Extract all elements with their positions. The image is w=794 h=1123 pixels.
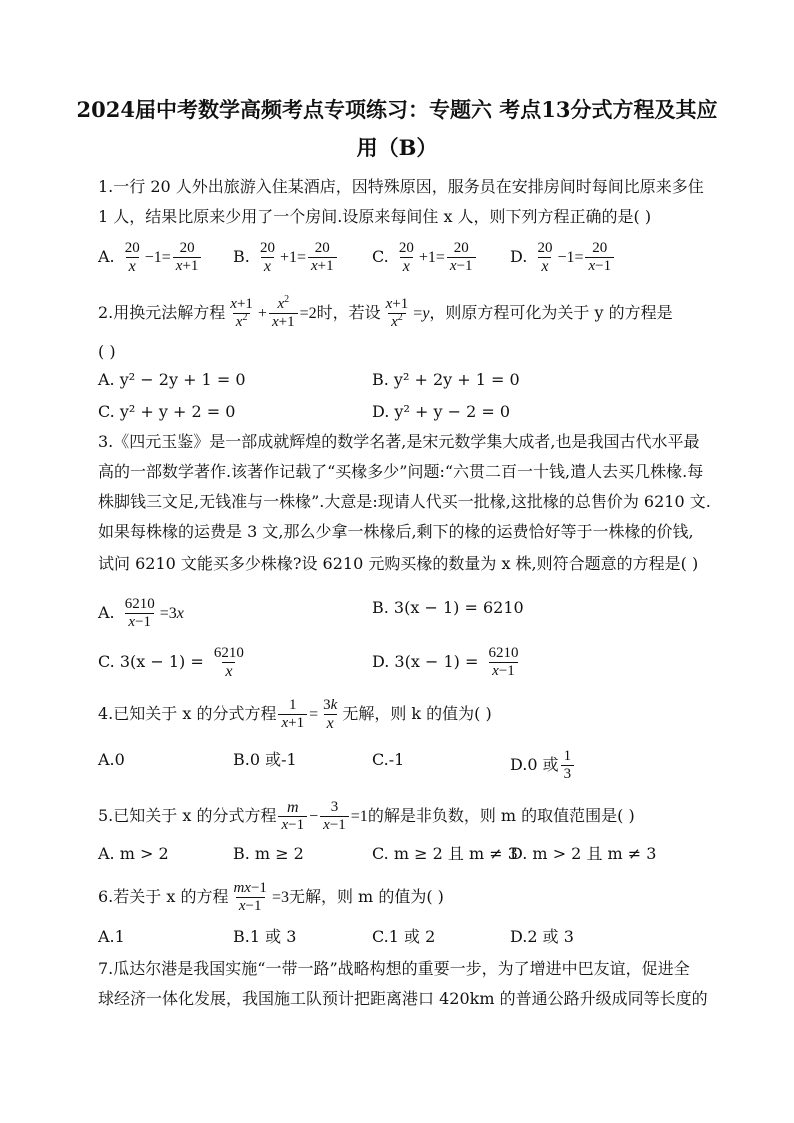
- q5-option-a: A. m > 2: [98, 844, 169, 863]
- q3-option-c: C. 3(x − 1) = $\frac{6210}{x}$: [98, 645, 244, 680]
- question-7-line-2: 球经济一体化发展，我国施工队预计把距离港口 420km 的普通公路升级成同等长度的: [98, 989, 708, 1008]
- q2-option-c: C. y² + y + 2 = 0: [98, 402, 236, 421]
- q2-option-b: B. y² + 2y + 1 = 0: [372, 370, 520, 389]
- q6-option-d: D.2 或 3: [510, 927, 574, 946]
- question-4-line-1: 4.已知关于 x 的分式方程 $\frac{1}{x+1}$ = $\frac{3k}{x}$ 无解，则 k 的值为( ): [98, 697, 492, 732]
- question-1-line-1: 1.一行 20 人外出旅游入住某酒店，因特殊原因，服务员在安排房间时每间比原来多住: [98, 177, 704, 196]
- question-7-line-1: 7.瓜达尔港是我国实施“一带一路”战略构想的重要一步，为了增进中巴友谊，促进全: [98, 959, 690, 978]
- q3-option-b: B. 3(x − 1) = 6210: [372, 598, 524, 617]
- question-3-line-1: 3.《四元玉鉴》是一部成就辉煌的数学名著,是宋元数学集大成者,也是我国古代水平最: [98, 432, 700, 451]
- q3-option-d: D. 3(x − 1) = $\frac{6210}{x-1}$: [372, 645, 519, 679]
- q4-option-b: B.0 或-1: [233, 750, 297, 769]
- q1-option-d: D. $\frac{20}{x}$ −1= $\frac{20}{x-1}$: [510, 240, 616, 275]
- q1-option-b: B. $\frac{20}{x}$ +1= $\frac{20}{x+1}$: [233, 240, 339, 275]
- q5-option-c: C. m ≥ 2 且 m ≠ 3: [372, 844, 518, 863]
- q4-option-c: C.-1: [372, 750, 405, 769]
- q4-option-a: A.0: [98, 750, 125, 769]
- question-6-line-1: 6.若关于 x 的方程 $\frac{mx-1}{x-1}$ =3无解，则 m 的值为( ): [98, 880, 444, 914]
- q1-option-a: A. $\frac{20}{x}$ −1= $\frac{20}{x+1}$: [98, 240, 203, 275]
- q3-option-a: A. $\frac{6210}{x-1}$ =3x: [98, 596, 184, 630]
- question-3-line-3: 株脚钱三文足,无钱准与一株椽”.大意是:现请人代买一批椽,这批椽的总售价为 6210 文.: [98, 492, 711, 511]
- q6-option-a: A.1: [98, 927, 125, 946]
- page-title: 2024届中考数学高频考点专项练习：专题六 考点13分式方程及其应: [76, 97, 718, 122]
- q2-option-d: D. y² + y − 2 = 0: [372, 402, 511, 421]
- page-title-continued: 用（B）: [356, 135, 438, 160]
- question-2-line-1: 2.用换元法解方程 $\frac{x+1}{x^2}$ + $\frac{x^2}{x+1}$ =2时，若设 $\frac{x+1}{x^2}$ =y，则原方程可化为关于 y 的方程是: [98, 294, 673, 330]
- question-1-line-2: 1 人，结果比原来少用了一个房间.设原来每间住 x 人，则下列方程正确的是( ): [98, 207, 652, 226]
- question-5-line-1: 5.已知关于 x 的分式方程 $\frac{m}{x-1}$ − $\frac{3}{x-1}$ =1的解是非负数，则 m 的取值范围是( ): [98, 799, 635, 833]
- q5-option-d: D. m > 2 且 m ≠ 3: [510, 844, 657, 863]
- q1-option-c: C. $\frac{20}{x}$ +1= $\frac{20}{x-1}$: [372, 240, 478, 275]
- q6-option-c: C.1 或 2: [372, 927, 436, 946]
- question-3-line-4: 如果每株椽的运费是 3 文,那么少拿一株椽后,剩下的椽的运费恰好等于一株椽的价钱,: [98, 522, 694, 541]
- q2-option-a: A. y² − 2y + 1 = 0: [98, 370, 246, 389]
- question-3-line-5: 试问 6210 文能买多少株椽?设 6210 元购买椽的数量为 x 株,则符合题意的方程是( ): [98, 554, 699, 573]
- question-2-line-2: ( ): [98, 342, 116, 361]
- question-3-line-2: 高的一部数学著作.该著作记载了“买椽多少”问题:“六贯二百一十钱,遣人去买几株椽.每: [98, 462, 704, 481]
- q5-option-b: B. m ≥ 2: [233, 844, 304, 863]
- q4-option-d: D.0 或 $\frac{1}{3}$: [510, 748, 576, 783]
- q6-option-b: B.1 或 3: [233, 927, 297, 946]
